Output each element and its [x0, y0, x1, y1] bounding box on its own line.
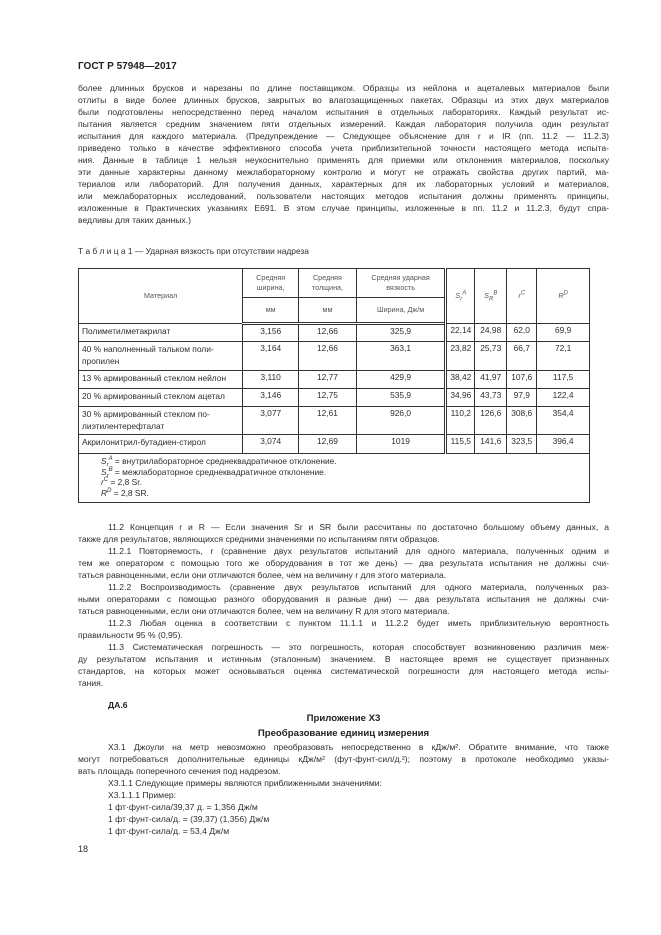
cell-R: 354,4 — [537, 407, 590, 435]
paragraph — [78, 82, 609, 226]
text-line: 11.2 Концепция r и R — Если значения Sr и SR были рассчитаны по достаточно большому объему данных, а — [108, 522, 609, 532]
text-line: тания. — [78, 678, 104, 688]
footnote-symbol: R — [101, 487, 108, 498]
header-width-unit: мм — [243, 298, 299, 324]
appendix-title: Приложение Х3 — [306, 713, 381, 724]
footnote-sup: B — [108, 466, 113, 473]
cell-material: 20 % армированный стеклом ацетал — [79, 389, 243, 407]
text-line: 11.2.1 Повторяемость, r (сравнение двух результатов испытаний для одного материала, полученных одним и — [108, 546, 609, 556]
cell-R: 72,1 — [537, 342, 590, 371]
cell-sr: 22,14 — [446, 324, 475, 342]
paragraph: 1 фт·фунт-сила/39,37 д. = 1,356 Дж/м — [108, 802, 258, 812]
cell-thickness: 12,69 — [299, 435, 357, 454]
cell-r: 308,6 — [507, 407, 537, 435]
paragraph — [78, 641, 609, 689]
header-sr: $S_r^A$ — [446, 269, 475, 324]
footnote-sub: r — [106, 473, 109, 480]
appendix-subtitle: Преобразование единиц измерения — [257, 728, 430, 739]
cell-sR: 126,6 — [475, 407, 507, 435]
footnote-text: = внутрилабораторное среднеквадратичное отклонение. — [112, 456, 337, 466]
cell-sr: 34,96 — [446, 389, 475, 407]
text-line: ведливы для таких данных.) — [78, 215, 191, 225]
text-line: или межлабораторных исследований, пользователи настоящих методов испытания должны применять принципы, — [78, 191, 609, 201]
header-R: $R^D$ — [537, 269, 590, 324]
text-line: изложенные в Практических указаниях E691. В этом случае принципы, изложенные в пп. 11.2 и 11.2.3, будут спра- — [78, 203, 609, 213]
cell-thickness: 12,66 — [299, 324, 357, 342]
footnote — [101, 477, 586, 488]
footnote-text: = межлабораторное среднеквадратичное отклонение. — [112, 466, 327, 477]
text-line: отлиты в виде более длинных брусков, закрытых во влагозащищенных пакетах. Образцы из этих двух материалов — [78, 95, 609, 105]
cell-thickness: 12,75 — [299, 389, 357, 407]
text-line: ния. Данные в таблице 1 нельзя неукоснительно применять для приемки или отклонения материалов, поскольку — [78, 155, 609, 165]
cell-sR: 43,73 — [475, 389, 507, 407]
cell-width: 3,156 — [243, 324, 299, 342]
text-line: Х3.1 Джоули на метр невозможно преобразовать непосредственно в кДж/м². Обратите внимание, что также — [108, 742, 609, 752]
cell-r: 66,7 — [507, 342, 537, 371]
intro-paragraph — [78, 82, 609, 226]
cell-impact: 535,9 — [356, 389, 445, 407]
table-row — [79, 324, 590, 342]
text-line: тем же оператором с помощью того же оборудования в тот же день) — два результата испытания не должны счи- — [78, 558, 609, 568]
header-r: $r^C$ — [507, 269, 537, 324]
footnote-symbol: S — [101, 466, 107, 477]
cell-r: 62,0 — [507, 324, 537, 342]
cell-R: 69,9 — [537, 324, 590, 342]
footnote-sup: A — [108, 456, 113, 463]
text-line: стандартов, на которых может основываться оценка систематической погрешности для настоящего метода испы- — [78, 666, 609, 676]
cell-R: 117,5 — [537, 371, 590, 389]
header-thickness: Средняя толщина, — [299, 269, 357, 298]
cell-sr: 115,5 — [446, 435, 475, 454]
cell-width: 3,074 — [243, 435, 299, 454]
impact-strength-table — [78, 268, 590, 503]
cell-material: 30 % армированный стеклом по-лиэтилентерефталат — [79, 407, 243, 435]
table-caption: Т а б л и ц а 1 — Ударная вязкость при отсутствии надреза — [78, 246, 309, 256]
paragraph: Х3.1.1.1 Пример: — [108, 790, 177, 800]
cell-width: 3,146 — [243, 389, 299, 407]
cell-sr: 23,82 — [446, 342, 475, 371]
text-line: вать площадь поперечного сечения под надрезом. — [78, 766, 281, 776]
page-number: 18 — [78, 844, 89, 854]
text-line: правильности 95 % (0,95). — [78, 630, 183, 640]
cell-width: 3,110 — [243, 371, 299, 389]
paragraph — [78, 617, 609, 641]
header-material: Материал — [79, 269, 243, 324]
text-line: 11.2.2 Воспроизводимость (сравнение двух результатов испытаний для одного материала, полученных раз- — [108, 582, 609, 592]
section-label: ДА.6 — [108, 700, 128, 710]
text-line: более длинных брусков и нарезаны по длине поставщиком. Образцы из нейлона и ацеталевых материалов были — [78, 83, 609, 93]
footnote-symbol: r — [101, 477, 104, 487]
cell-r: 97,9 — [507, 389, 537, 407]
text-line: ду результатом испытания и истинным (эталонным) значением. В настоящее время не существует признанных — [78, 654, 609, 664]
footnote-text: = 2,8 Sr. — [108, 477, 142, 487]
cell-R: 396,4 — [537, 435, 590, 454]
text-line: пытания является средним значением пяти отдельных измерений. Каждая лаборатория получила один результат — [78, 119, 609, 129]
footnote-sup: D — [107, 487, 112, 494]
cell-impact: 1019 — [356, 435, 445, 454]
table-row — [79, 342, 590, 371]
cell-r: 107,6 — [507, 371, 537, 389]
table-row — [79, 389, 590, 407]
cell-sR: 24,98 — [475, 324, 507, 342]
cell-sr: 38,42 — [446, 371, 475, 389]
paragraph: 1 фт·фунт-сила/д. = 53,4 Дж/м — [108, 826, 230, 836]
text-line: были подготовлены непосредственно перед началом испытания в отдельных лабораториях. Каждый результат ис- — [78, 107, 609, 117]
section-11 — [78, 521, 609, 689]
cell-material: Полиметилметакрилат — [79, 324, 243, 342]
cell-sR: 25,73 — [475, 342, 507, 371]
header-impact-unit: Ширина, Дж/м — [356, 298, 445, 324]
cell-width: 3,164 — [243, 342, 299, 371]
cell-thickness: 12,61 — [299, 407, 357, 435]
cell-impact: 363,1 — [356, 342, 445, 371]
text-line: 11.3 Систематическая погрешность — это погрешность, которая способствует возникновению различия меж- — [108, 642, 609, 652]
text-line: териалов или лабораторий. Для получения данных, характерных для их лабораторных условий и материалов, — [78, 179, 609, 189]
text-line: 11.2.3 Любая оценка в соответствии с пунктом 11.1.1 и 11.2.2 будет иметь приблизительную вероятность — [108, 618, 609, 628]
cell-sr: 110,2 — [446, 407, 475, 435]
text-line: ными операторами с помощью разного оборудования в разные дни) — два результата испытания не должны счи- — [78, 594, 609, 604]
cell-material: 13 % армированный стеклом нейлон — [79, 371, 243, 389]
paragraph — [78, 521, 609, 545]
footnote — [101, 488, 586, 499]
cell-width: 3,077 — [243, 407, 299, 435]
appendix-body — [78, 741, 609, 837]
cell-material: Акрилонитрил-бутадиен-стирол — [79, 435, 243, 454]
paragraph: 1 фт·фунт-сила/д. = (39,37) (1,356) Дж/м — [108, 814, 270, 824]
table-row — [79, 371, 590, 389]
cell-r: 323,5 — [507, 435, 537, 454]
cell-sR: 41,97 — [475, 371, 507, 389]
header-thickness-unit: мм — [299, 298, 357, 324]
cell-impact: 325,9 — [356, 324, 445, 342]
footnote — [101, 467, 586, 478]
header-width: Средняя ширина, — [243, 269, 299, 298]
text-line: приведено только в качестве эффективного способа учета приблизительной точности настоящего метода испыта- — [78, 143, 609, 153]
paragraph: Х3.1.1 Следующие примеры являются приближенными значениями: — [108, 778, 382, 788]
text-line: могут потребоваться дополнительные единицы кДж/м² (фут-фунт-сил/д.²); поэтому в протоколе необходимо указы- — [78, 754, 609, 764]
text-line: также для результатов, являющихся средними значениями по испытаниям пяти образцов. — [78, 534, 440, 544]
header-sR: $S_R^B$ — [475, 269, 507, 324]
text-line: испытания для каждого материала. (Предупреждение — Следующее объяснение для r и IR (пп. 11.2 — 11.2.3) — [78, 131, 609, 141]
cell-thickness: 12,66 — [299, 342, 357, 371]
cell-thickness: 12,77 — [299, 371, 357, 389]
paragraph — [78, 741, 609, 777]
footnote-sub: r — [106, 462, 109, 469]
footnote-text: = 2,8 SR. — [111, 487, 149, 498]
cell-sR: 141,6 — [475, 435, 507, 454]
paragraph — [78, 581, 609, 617]
cell-R: 122,4 — [537, 389, 590, 407]
header-impact: Средняя ударная вязкость — [356, 269, 445, 298]
footnote — [101, 456, 586, 467]
text-line: эти данные характерны данному межлабораторному контролю и могут не отражать свойства других партий, ма- — [78, 167, 609, 177]
footnote-sup: C — [103, 477, 109, 484]
document-header: ГОСТ Р 57948—2017 — [78, 61, 177, 72]
table-footnotes — [79, 454, 590, 503]
paragraph — [78, 545, 609, 581]
cell-material: 40 % наполненный тальком поли-пропилен — [79, 342, 243, 371]
text-line: таться равноценными, если они отличаются более, чем на величину R для этого материала. — [78, 606, 450, 616]
footnotes-cell — [79, 454, 590, 503]
table-row — [79, 435, 590, 454]
footnote-symbol: S — [101, 456, 107, 466]
text-line: таться равноценными, если они отличаются более, чем на величину r для этого материала. — [78, 570, 447, 580]
table-row — [79, 407, 590, 435]
cell-impact: 429,9 — [356, 371, 445, 389]
cell-impact: 926,0 — [356, 407, 445, 435]
